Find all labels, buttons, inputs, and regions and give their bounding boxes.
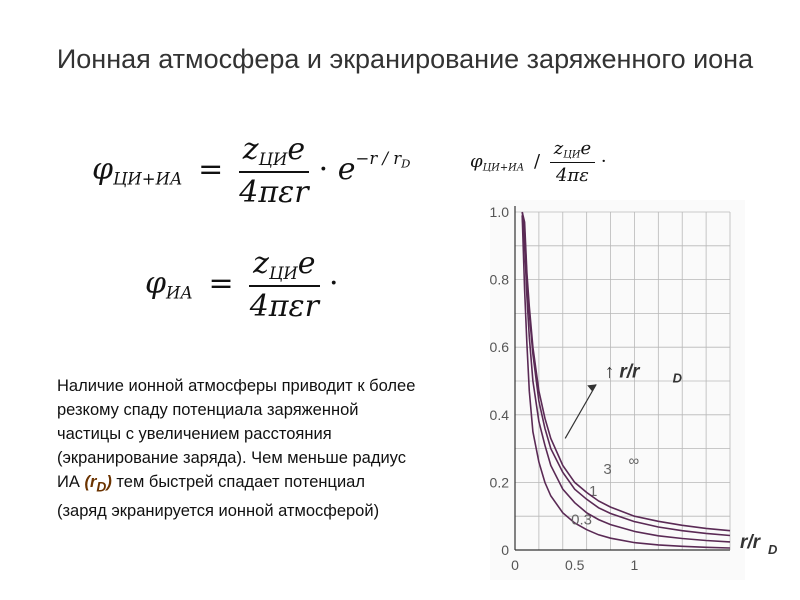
dot-operator: · <box>600 151 607 173</box>
charge-z: z <box>253 246 269 281</box>
debye-radius-label <box>84 473 112 495</box>
x-axis-label-subscript: D <box>768 542 778 557</box>
x-tick-label: 0.5 <box>564 557 585 573</box>
exponent <box>355 149 411 171</box>
y-tick-label: 0 <box>501 542 509 558</box>
exponent-text: −r / r <box>355 149 402 169</box>
chart-background <box>490 200 745 580</box>
slide-title: Ионная атмосфера и экранирование заряженного иона <box>56 44 754 74</box>
x-axis-label: r/r <box>740 532 761 553</box>
denominator: 4πε <box>555 165 589 187</box>
equals-sign: = <box>198 151 224 187</box>
annotation-label: ↑ r/r <box>604 361 640 383</box>
denominator: 4πεr <box>239 174 309 210</box>
charge-z: z <box>242 132 259 167</box>
curve-label: 0.3 <box>571 511 592 529</box>
x-tick-label: 1 <box>630 557 639 573</box>
phi-symbol: φ <box>470 151 483 173</box>
rd-close: ) <box>106 473 112 491</box>
y-tick-label: 0.2 <box>489 474 509 491</box>
phi-subscript: ЦИ+ИА <box>113 169 183 189</box>
x-tick-label: 0 <box>511 557 519 573</box>
charge-e: e <box>580 138 592 159</box>
rd-open: (r <box>84 473 97 491</box>
charge-z: z <box>553 138 564 159</box>
fraction <box>550 138 595 186</box>
denominator: 4πεr <box>249 288 319 324</box>
exp-base: e <box>337 151 356 187</box>
curve-label: ∞ <box>628 452 640 470</box>
y-tick-label: 0.8 <box>489 271 509 288</box>
formula-normalized-potential <box>470 138 607 186</box>
y-tick-label: 1.0 <box>489 204 509 220</box>
y-tick-label: 0.4 <box>489 406 509 423</box>
y-tick-label: 0.6 <box>489 339 509 356</box>
phi-symbol: φ <box>92 151 114 187</box>
charge-e: e <box>297 246 316 281</box>
dot-operator: · <box>329 265 339 301</box>
exponent-subscript: D <box>401 156 411 171</box>
phi-subscript: ЦИ+ИА <box>482 162 525 174</box>
charge-subscript: ЦИ <box>268 263 298 283</box>
potential-decay-chart <box>480 200 800 580</box>
phi-symbol: φ <box>145 265 167 301</box>
fraction <box>239 132 309 210</box>
explanation-part1: Наличие ионной атмосферы приводит к более резкому спаду потенциала заряженной частицы с увеличением расстояния (экранирование заряда). Чем меньше радиус ИА <box>57 377 416 491</box>
explanation-text <box>57 374 417 523</box>
dot-operator: · <box>318 151 329 187</box>
charge-e: e <box>287 132 306 167</box>
curve-label: 1 <box>589 482 598 500</box>
charge-subscript: ЦИ <box>563 149 581 161</box>
equals-sign: = <box>208 265 234 301</box>
fraction <box>249 246 319 324</box>
annotation-subscript: D <box>672 370 682 386</box>
charge-subscript: ЦИ <box>258 149 288 169</box>
formula-total-potential <box>92 132 410 210</box>
explanation-part2: тем быстрей спадает потенциал (заряд экранируется ионной атмосферой) <box>57 473 380 521</box>
formula-atmosphere-potential <box>145 246 339 324</box>
rd-subscript: D <box>96 479 107 495</box>
phi-subscript: ИА <box>166 283 193 303</box>
curve-label: 3 <box>603 460 612 478</box>
slash: / <box>533 151 541 173</box>
